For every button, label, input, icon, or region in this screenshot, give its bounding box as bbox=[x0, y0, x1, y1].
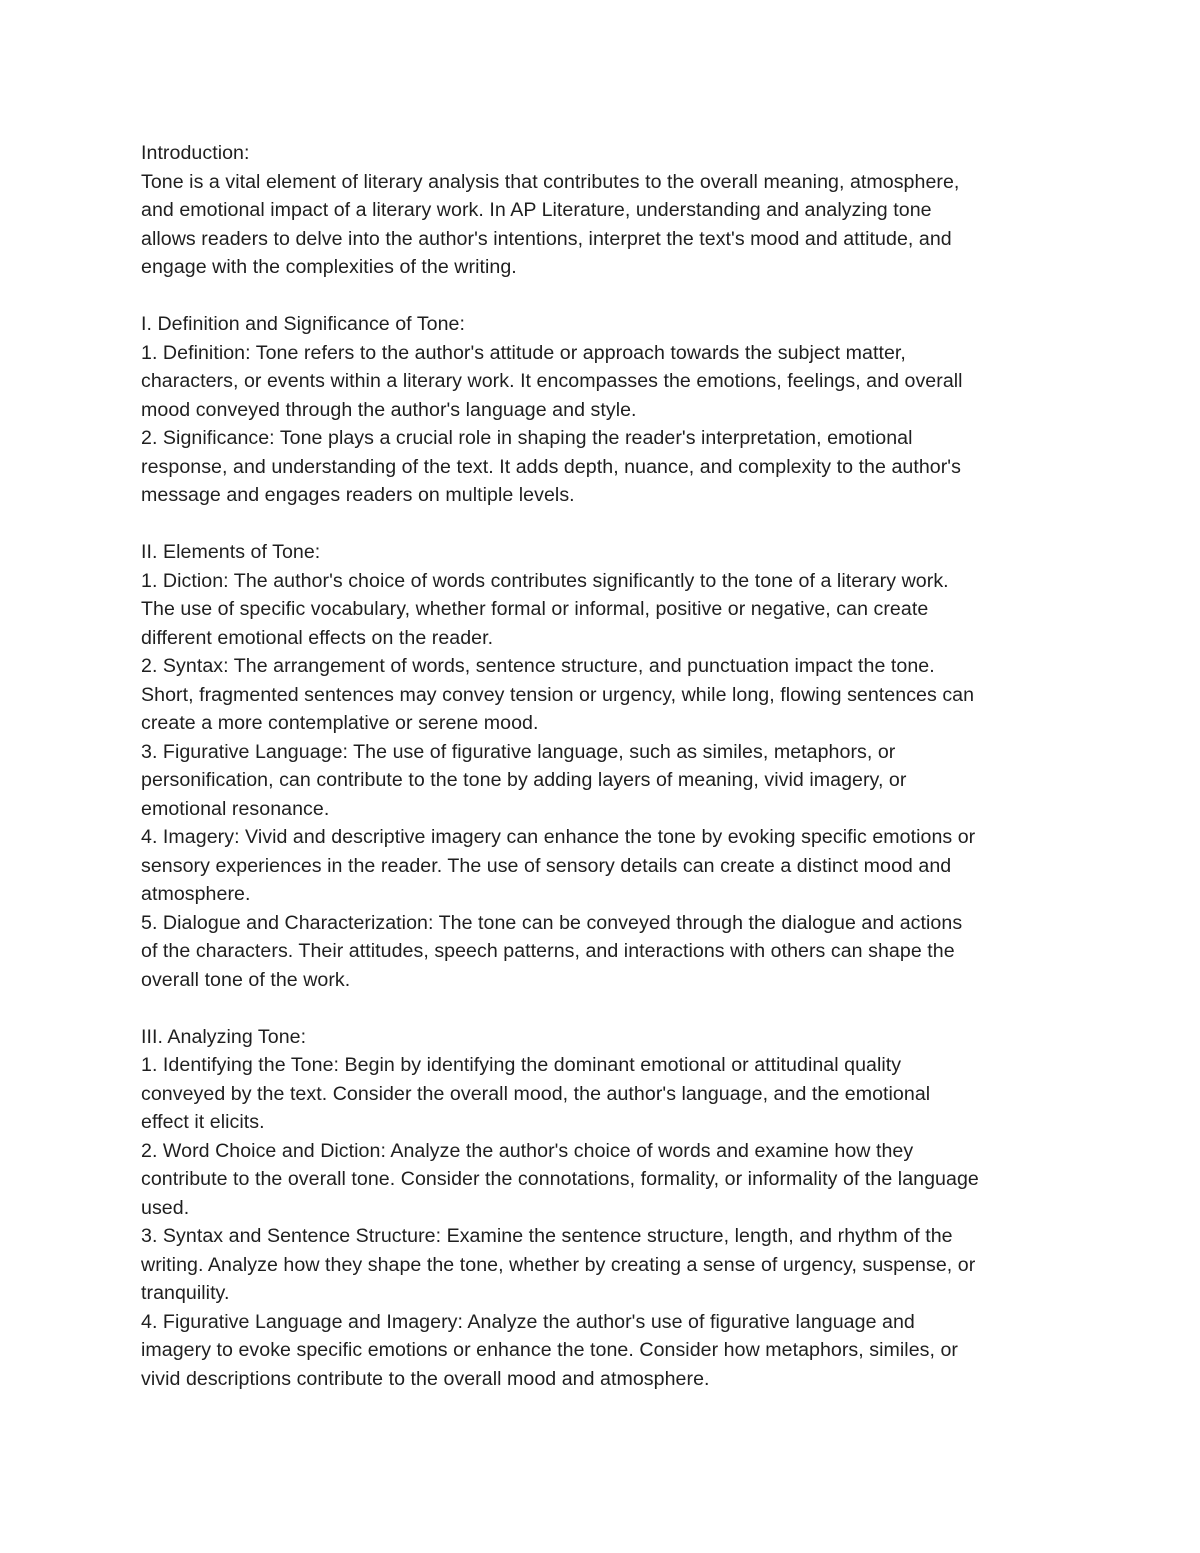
list-item-line: contribute to the overall tone. Consider the connotations, formality, or informality of the language bbox=[141, 1168, 979, 1190]
intro-line: allows readers to delve into the author's intentions, interpret the text's mood and attitude, and bbox=[141, 227, 952, 250]
list-item-line: sensory experiences in the reader. The use of sensory details can create a distinct mood and bbox=[141, 854, 952, 877]
intro-heading: Introduction: bbox=[141, 142, 250, 164]
list-item-line: 2. Word Choice and Diction: Analyze the author's choice of words and examine how they bbox=[141, 1139, 914, 1162]
list-item-line: The use of specific vocabulary, whether formal or informal, positive or negative, can create bbox=[141, 598, 929, 620]
list-item-line: 2. Significance: Tone plays a crucial role in shaping the reader's interpretation, emotional bbox=[141, 427, 913, 449]
list-item-line: 4. Imagery: Vivid and descriptive imagery can enhance the tone by evoking specific emotions or bbox=[141, 826, 976, 848]
list-item-line: 1. Diction: The author's choice of words contributes significantly to the tone of a literary work. bbox=[141, 569, 949, 592]
intro-section bbox=[141, 139, 1070, 282]
list-item-line: conveyed by the text. Consider the overall mood, the author's language, and the emotional bbox=[141, 1082, 931, 1105]
section-heading: III. Analyzing Tone: bbox=[141, 1025, 307, 1048]
paragraph-gap bbox=[141, 282, 1070, 311]
list-item-line: 5. Dialogue and Characterization: The tone can be conveyed through the dialogue and actions bbox=[141, 911, 963, 934]
list-item-line: 2. Syntax: The arrangement of words, sentence structure, and punctuation impact the tone. bbox=[141, 655, 935, 677]
list-item-line: 3. Syntax and Sentence Structure: Examine the sentence structure, length, and rhythm of the bbox=[141, 1225, 953, 1247]
list-item-line: imagery to evoke specific emotions or enhance the tone. Consider how metaphors, similes, or bbox=[141, 1339, 959, 1361]
list-item-line: 3. Figurative Language: The use of figurative language, such as similes, metaphors, or bbox=[141, 740, 896, 763]
list-item-line: message and engages readers on multiple levels. bbox=[141, 484, 575, 506]
list-item-line: 4. Figurative Language and Imagery: Analyze the author's use of figurative language and bbox=[141, 1310, 915, 1333]
list-item-line: personification, can contribute to the tone by adding layers of meaning, vivid imagery, or bbox=[141, 769, 907, 791]
intro-line: engage with the complexities of the writing. bbox=[141, 256, 517, 278]
section-heading: I. Definition and Significance of Tone: bbox=[141, 313, 466, 335]
list-item-line: overall tone of the work. bbox=[141, 968, 351, 991]
list-item-line: atmosphere. bbox=[141, 883, 251, 905]
section-analyzing bbox=[141, 1023, 1070, 1394]
document-body bbox=[141, 139, 1070, 1393]
list-item-line: characters, or events within a literary work. It encompasses the emotions, feelings, and overall bbox=[141, 370, 963, 392]
list-item-line: vivid descriptions contribute to the overall mood and atmosphere. bbox=[141, 1367, 710, 1390]
list-item-line: writing. Analyze how they shape the tone, whether by creating a sense of urgency, suspense, or bbox=[141, 1253, 976, 1276]
list-item-line: create a more contemplative or serene mood. bbox=[141, 712, 539, 734]
list-item-line: used. bbox=[141, 1196, 190, 1219]
list-item-line: different emotional effects on the reader. bbox=[141, 626, 494, 649]
list-item-line: 1. Definition: Tone refers to the author's attitude or approach towards the subject matter, bbox=[141, 341, 906, 364]
list-item-line: emotional resonance. bbox=[141, 797, 330, 820]
list-item-line: Short, fragmented sentences may convey tension or urgency, while long, flowing sentences can bbox=[141, 683, 975, 706]
section-definition bbox=[141, 310, 1070, 510]
paragraph-gap bbox=[141, 510, 1070, 539]
list-item-line: tranquility. bbox=[141, 1282, 230, 1304]
intro-line: Tone is a vital element of literary analysis that contributes to the overall meaning, atmosphere, bbox=[141, 170, 960, 193]
paragraph-gap bbox=[141, 994, 1070, 1023]
intro-line: and emotional impact of a literary work. In AP Literature, understanding and analyzing tone bbox=[141, 199, 932, 221]
list-item-line: response, and understanding of the text. It adds depth, nuance, and complexity to the author's bbox=[141, 455, 961, 478]
section-elements bbox=[141, 538, 1070, 994]
list-item-line: of the characters. Their attitudes, speech patterns, and interactions with others can shape the bbox=[141, 940, 955, 962]
list-item-line: 1. Identifying the Tone: Begin by identifying the dominant emotional or attitudinal quality bbox=[141, 1054, 902, 1076]
list-item-line: effect it elicits. bbox=[141, 1111, 265, 1133]
section-heading: II. Elements of Tone: bbox=[141, 541, 321, 563]
list-item-line: mood conveyed through the author's language and style. bbox=[141, 398, 637, 421]
